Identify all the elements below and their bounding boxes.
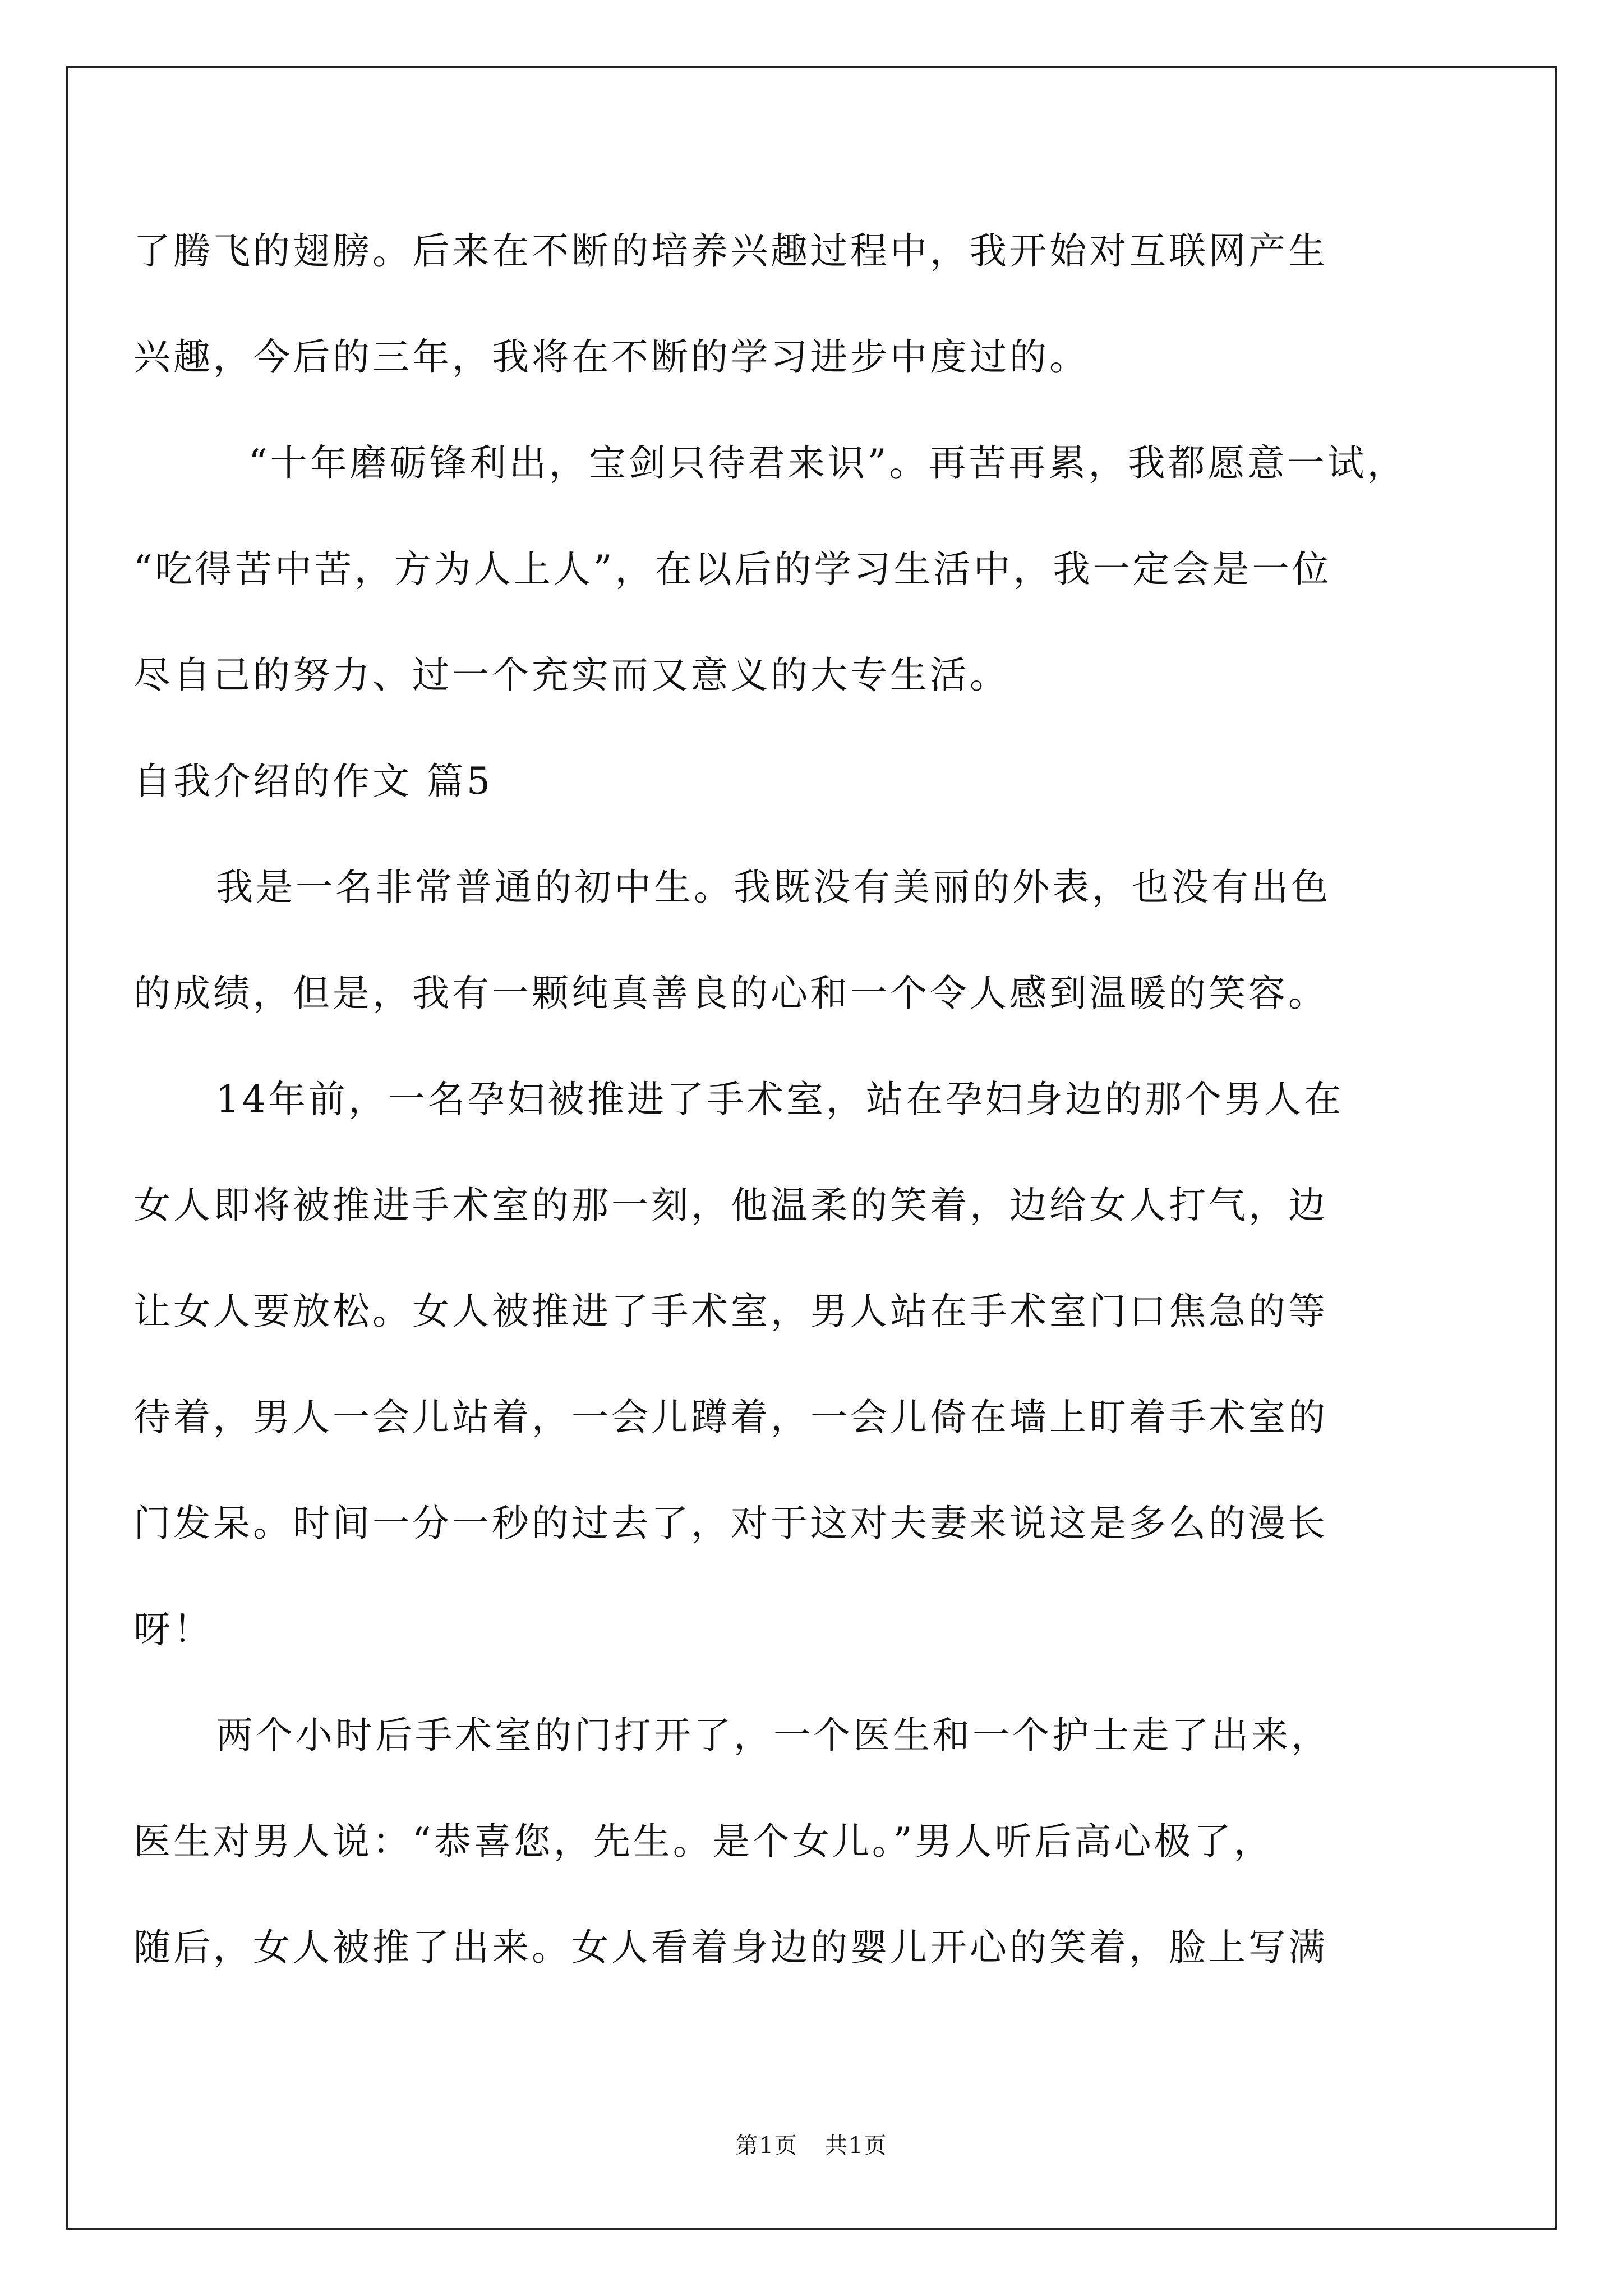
text-line: 待着，男人一会儿站着，一会儿蹲着，一会儿倚在墙上盯着手术室的 bbox=[133, 1396, 1328, 1439]
text-line: “十年磨砺锋利出，宝剑只待君来识”。再苦再累，我都愿意一试， bbox=[248, 441, 1407, 485]
text-line: 的成绩，但是，我有一颗纯真善良的心和一个令人感到温暖的笑容。 bbox=[133, 972, 1328, 1015]
text-line: 14年前，一名孕妇被推进了手术室，站在孕妇身边的那个男人在 bbox=[216, 1078, 1344, 1121]
text-line: 了腾飞的翅膀。后来在不断的培养兴趣过程中，我开始对互联网产生 bbox=[133, 229, 1328, 273]
page-footer bbox=[0, 2132, 1623, 2160]
text-line: 呀！ bbox=[133, 1608, 213, 1651]
text-line: 让女人要放松。女人被推进了手术室，男人站在手术室门口焦急的等 bbox=[133, 1290, 1328, 1333]
text-line: 两个小时后手术室的门打开了，一个医生和一个护士走了出来， bbox=[216, 1714, 1331, 1757]
text-line: “吃得苦中苦，方为人上人”，在以后的学习生活中，我一定会是一位 bbox=[133, 547, 1332, 591]
page-total: 共1页 bbox=[825, 2133, 888, 2159]
text-line: 门发呆。时间一分一秒的过去了，对于这对夫妻来说这是多么的漫长 bbox=[133, 1502, 1328, 1545]
section-heading: 自我介绍的作文 篇5 bbox=[133, 760, 493, 803]
text-line: 兴趣，今后的三年，我将在不断的学习进步中度过的。 bbox=[133, 335, 1089, 379]
page-border bbox=[66, 66, 1557, 2230]
text-line: 尽自己的努力、过一个充实而又意义的大专生活。 bbox=[133, 654, 1009, 697]
page-number: 第1页 bbox=[735, 2133, 798, 2159]
text-line: 医生对男人说：“恭喜您，先生。是个女儿。”男人听后高心极了， bbox=[133, 1820, 1274, 1863]
text-line: 女人即将被推进手术室的那一刻，他温柔的笑着，边给女人打气，边 bbox=[133, 1184, 1328, 1227]
text-line: 我是一名非常普通的初中生。我既没有美丽的外表，也没有出色 bbox=[216, 866, 1331, 909]
text-line: 随后，女人被推了出来。女人看着身边的婴儿开心的笑着，脸上写满 bbox=[133, 1926, 1328, 1969]
